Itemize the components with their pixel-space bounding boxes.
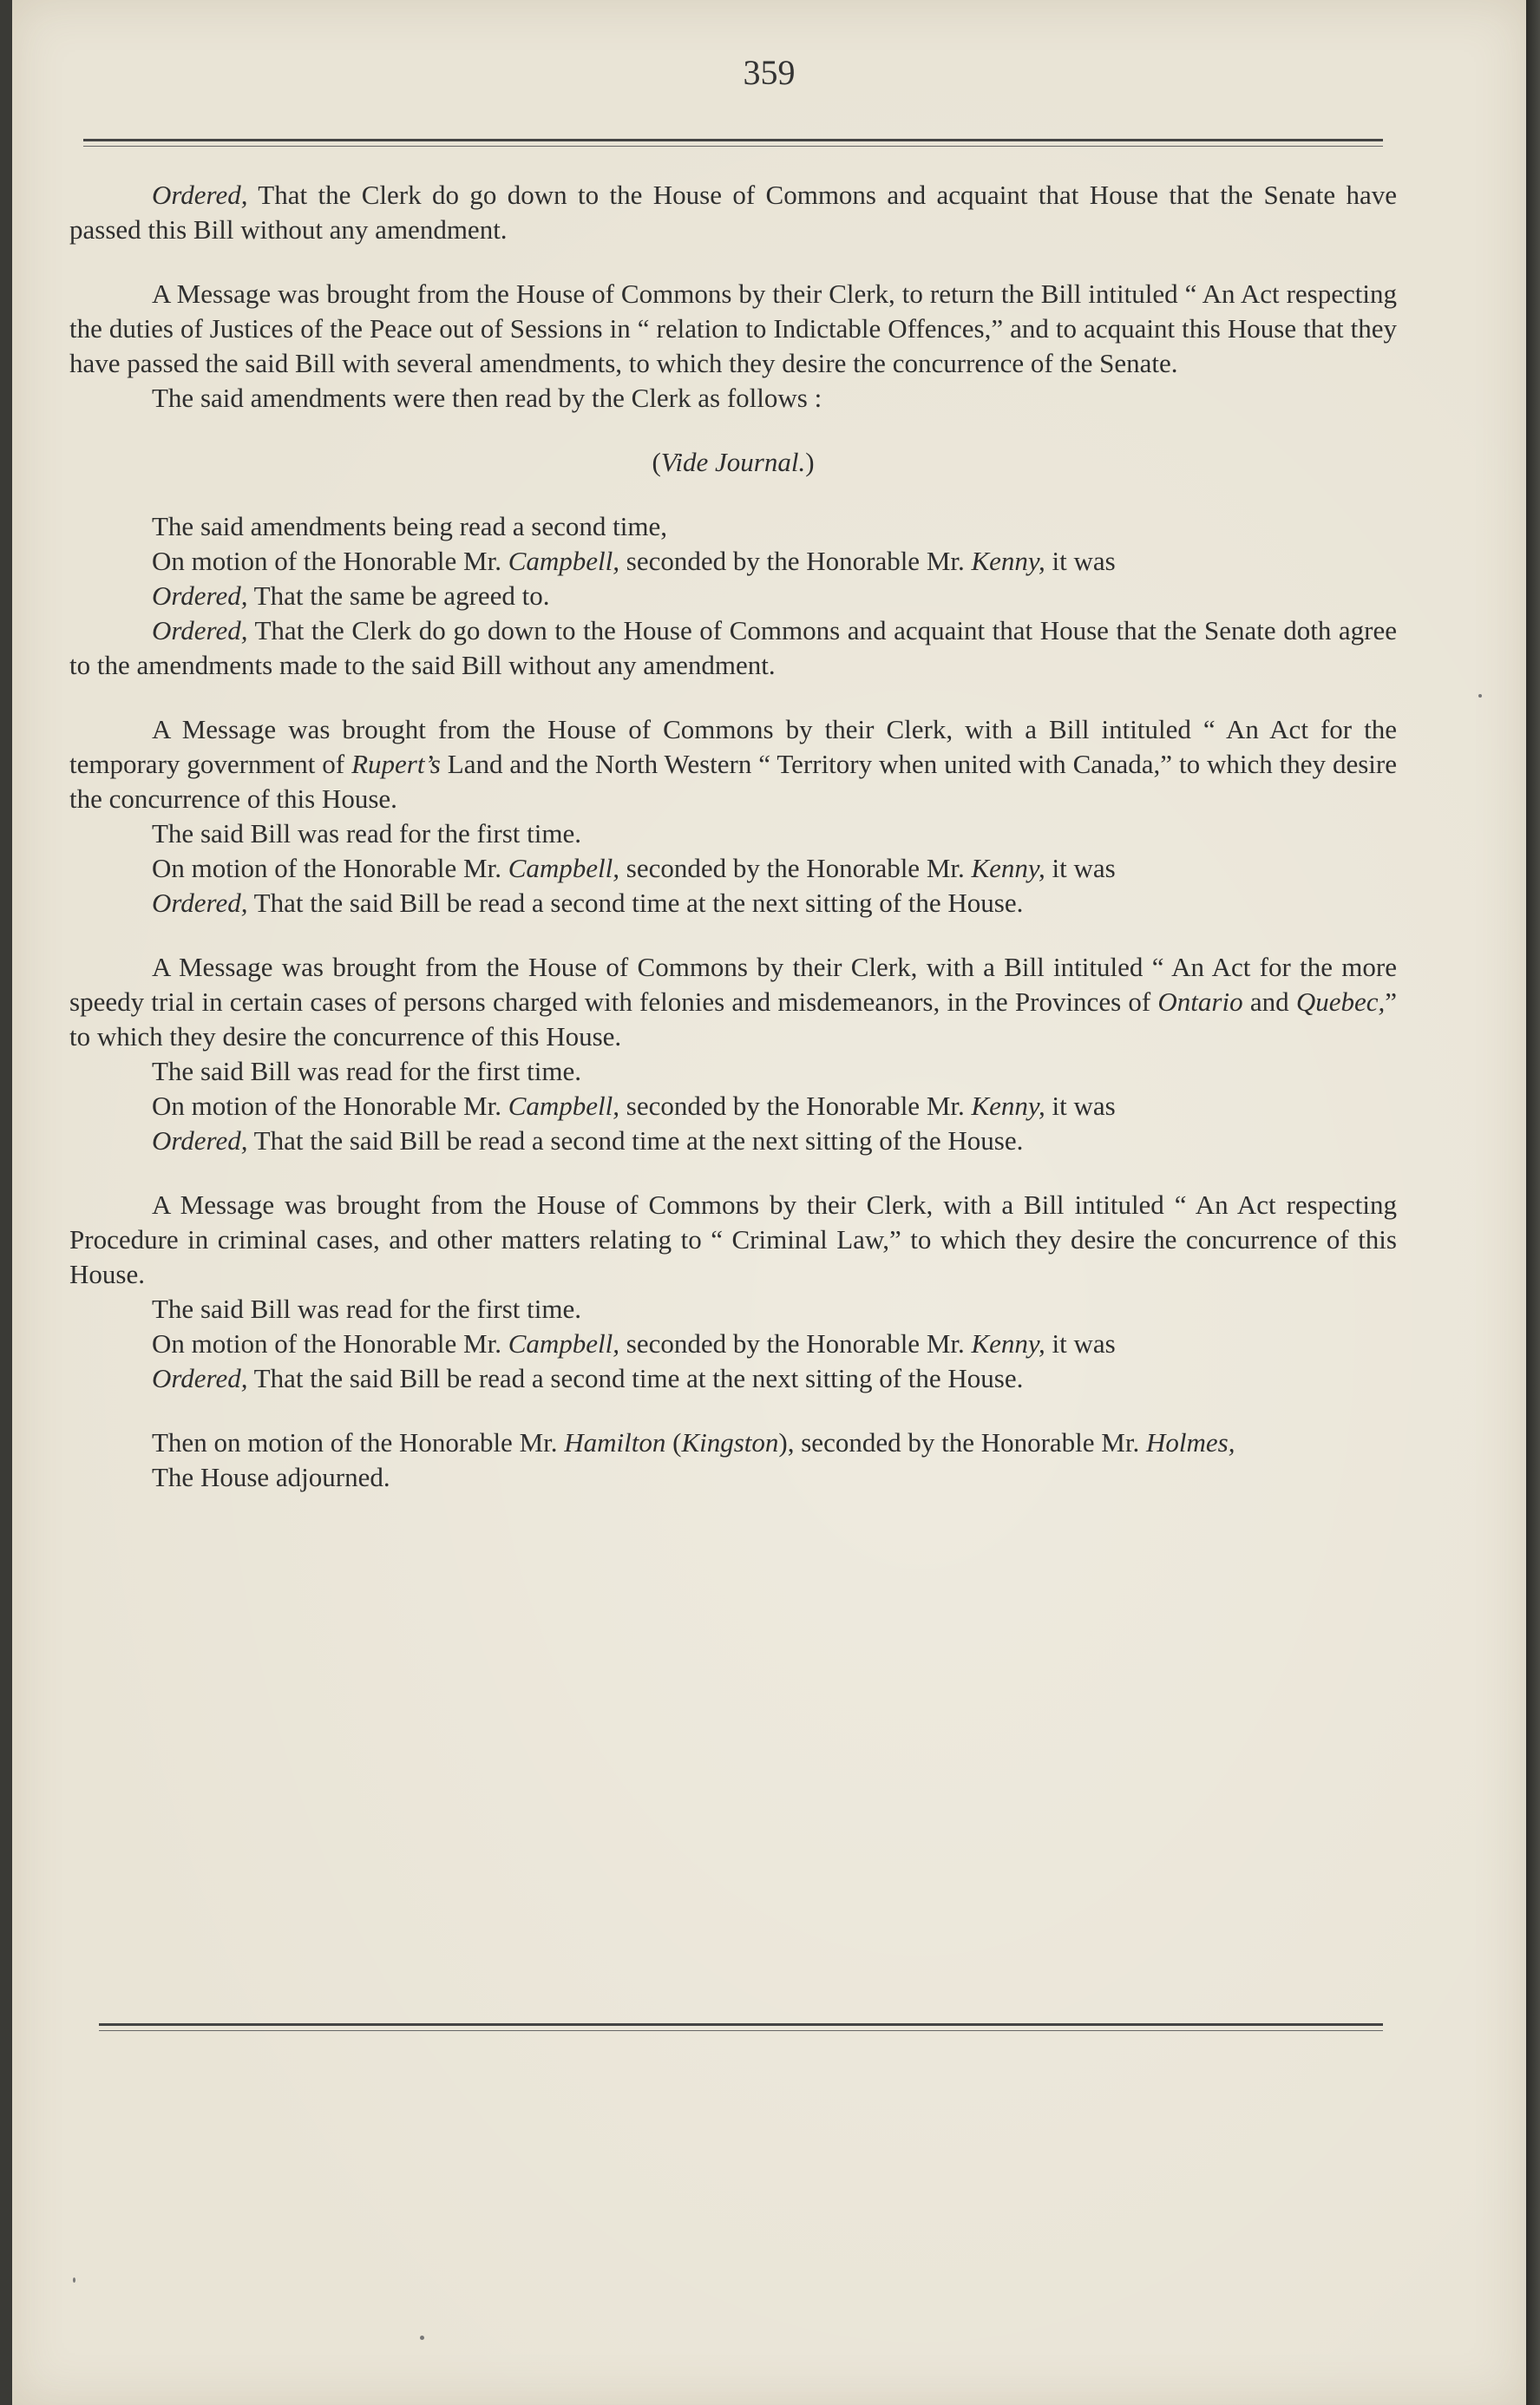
text-run: That the said Bill be read a second time at the next sitting of the House.	[247, 888, 1024, 918]
text-run: seconded by the Honorable Mr.	[619, 1091, 972, 1121]
document-page	[12, 0, 1526, 2405]
binding-edge	[1526, 0, 1540, 2405]
text-run: Then on motion of the Honorable Mr.	[152, 1427, 565, 1458]
paragraph	[69, 613, 1397, 683]
italic-text: Ordered,	[152, 615, 248, 645]
text-run: Land and the North Western “ Territory when united with Canada,” to which they desire the concurrence of this House.	[69, 749, 1398, 814]
text-run: The said Bill was read for the first time.	[152, 1294, 582, 1324]
text-run: The said Bill was read for the first time.	[152, 1056, 582, 1086]
italic-text: Campbell,	[508, 1328, 620, 1359]
paragraph	[69, 445, 1397, 480]
italic-text: Campbell,	[508, 853, 620, 883]
paragraph	[69, 816, 1397, 851]
paper-speck	[1478, 694, 1482, 698]
paragraph	[69, 381, 1397, 416]
italic-text: Ordered,	[152, 180, 248, 210]
text-run: On motion of the Honorable Mr.	[152, 546, 508, 576]
paragraph	[69, 712, 1397, 816]
header-rule-secondary	[83, 146, 1383, 147]
paragraph	[69, 1361, 1397, 1396]
italic-text: Ordered,	[152, 888, 248, 918]
italic-text: Kingston	[681, 1427, 779, 1458]
text-run: That the Clerk do go down to the House of Commons and acquaint that House that the Senate doth agree to the amendments made to the said Bill without any amendment.	[69, 615, 1397, 680]
text-run: A Message was brought from the House of Commons by their Clerk, with a Bill intituled “ An Act for the more speedy trial in certain cases of persons charged with felonies and misdemeanors, in the Provinces of	[69, 952, 1397, 1017]
paragraph	[69, 886, 1397, 921]
italic-text: Quebec,	[1295, 986, 1386, 1017]
italic-text: Holmes,	[1145, 1427, 1235, 1458]
paragraph	[69, 579, 1397, 613]
text-run: The said amendments were then read by the Clerk as follows :	[152, 383, 822, 413]
paragraph	[69, 851, 1397, 886]
italic-text: Hamilton	[564, 1427, 666, 1458]
text-run: That the same be agreed to.	[247, 580, 550, 611]
text-run: On motion of the Honorable Mr.	[152, 853, 508, 883]
italic-text: Kenny,	[971, 546, 1045, 576]
text-run: it was	[1045, 1091, 1116, 1121]
text-run: The said amendments being read a second time,	[152, 511, 667, 541]
text-run: On motion of the Honorable Mr.	[152, 1328, 508, 1359]
paragraph	[69, 178, 1397, 247]
paragraph	[69, 1188, 1397, 1292]
paragraph	[69, 1054, 1397, 1089]
text-run: That the said Bill be read a second time at the next sitting of the House.	[247, 1125, 1024, 1156]
text-run: A Message was brought from the House of Commons by their Clerk, with a Bill intituled “ An Act for the temporary government of	[69, 714, 1397, 779]
italic-text: Ontario	[1157, 986, 1243, 1017]
text-run: ” to which they desire the concurrence of this House.	[69, 986, 1398, 1052]
text-run: A Message was brought from the House of Commons by their Clerk, with a Bill intituled “ An Act respecting Procedure in criminal cases, and other matters relating to “ Criminal Law,” to which they desire the concurrence of this House.	[69, 1189, 1397, 1289]
text-run: seconded by the Honorable Mr.	[619, 1328, 972, 1359]
text-run: seconded by the Honorable Mr.	[619, 853, 972, 883]
text-run: )	[805, 447, 815, 477]
text-run: it was	[1045, 1328, 1116, 1359]
italic-text: Ordered,	[152, 1125, 248, 1156]
text-run: (	[665, 1427, 682, 1458]
italic-text: Ordered,	[152, 580, 248, 611]
text-run: seconded by the Honorable Mr.	[619, 546, 972, 576]
text-run: and	[1242, 986, 1296, 1017]
footer-rule	[99, 2023, 1383, 2026]
text-run: it was	[1045, 853, 1116, 883]
paragraph	[69, 277, 1397, 381]
paragraph	[69, 1292, 1397, 1327]
text-run: The House adjourned.	[152, 1462, 390, 1492]
paragraph	[69, 1460, 1397, 1495]
text-run: (	[652, 447, 661, 477]
paragraph	[69, 950, 1397, 1054]
italic-text: Campbell,	[508, 1091, 620, 1121]
text-run: ), seconded by the Honorable Mr.	[778, 1427, 1146, 1458]
paper-speck	[73, 2277, 75, 2283]
header-rule	[83, 139, 1383, 141]
paper-speck	[420, 2336, 424, 2340]
text-run: it was	[1045, 546, 1116, 576]
journal-text	[69, 178, 1397, 1495]
italic-text: Rupert’s	[351, 749, 441, 779]
text-run: That the Clerk do go down to the House of Commons and acquaint that House that the Senate have passed this Bill without any amendment.	[69, 180, 1397, 245]
text-run: The said Bill was read for the first time.	[152, 818, 582, 849]
text-run: That the said Bill be read a second time at the next sitting of the House.	[247, 1363, 1024, 1393]
italic-text: Vide Journal.	[660, 447, 806, 477]
paragraph	[69, 544, 1397, 579]
italic-text: Kenny,	[971, 853, 1045, 883]
paragraph	[69, 509, 1397, 544]
italic-text: Ordered,	[152, 1363, 248, 1393]
paragraph	[69, 1124, 1397, 1158]
footer-rule-secondary	[99, 2030, 1383, 2031]
italic-text: Kenny,	[971, 1328, 1045, 1359]
text-run: On motion of the Honorable Mr.	[152, 1091, 508, 1121]
paragraph	[69, 1327, 1397, 1361]
paragraph	[69, 1425, 1397, 1460]
paragraph	[69, 1089, 1397, 1124]
italic-text: Campbell,	[508, 546, 620, 576]
page-number: 359	[743, 53, 796, 92]
italic-text: Kenny,	[971, 1091, 1045, 1121]
text-run: A Message was brought from the House of Commons by their Clerk, to return the Bill intituled “ An Act respecting the duties of Justices of the Peace out of Sessions in “ relation to Indictable Offences,” and to acquaint this House that they have passed the said Bill with several amendments, to which they desire the concurrence of the Senate.	[69, 279, 1397, 378]
